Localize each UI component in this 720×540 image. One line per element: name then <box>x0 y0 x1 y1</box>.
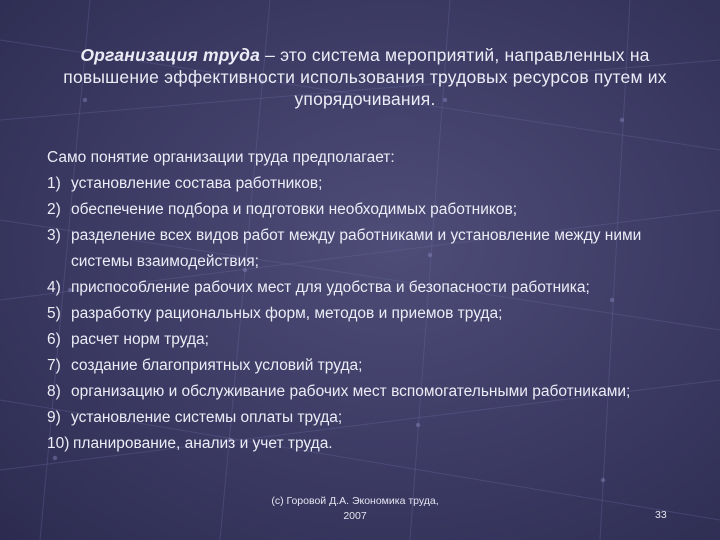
list-item <box>47 379 707 405</box>
list-item-text: разделение всех видов работ между работниками и установление между ними системы взаимодействия; <box>71 227 642 270</box>
list-item <box>47 301 707 327</box>
definition-term: Организация труда <box>80 45 261 65</box>
list-item-number: 4) <box>47 279 61 296</box>
list-item-number: 9) <box>47 409 61 426</box>
list-item-number: 1) <box>47 175 61 192</box>
page-number: 33 <box>655 509 667 521</box>
list-item-number: 8) <box>47 383 61 400</box>
list-item <box>47 431 707 457</box>
list-intro: Само понятие организации труда предполагает: <box>47 149 395 166</box>
list-item-text: установление системы оплаты труда; <box>71 409 343 426</box>
requirements-list <box>47 171 707 457</box>
list-item <box>47 405 707 431</box>
footer-credit-line1: (с) Горовой Д.А. Экономика труда, <box>271 495 439 507</box>
list-item-text: создание благоприятных условий труда; <box>71 357 363 374</box>
footer-credit-line2: 2007 <box>343 510 367 522</box>
list-item-text: расчет норм труда; <box>71 331 209 348</box>
requirements-list-block <box>47 145 707 457</box>
list-item-text: организацию и обслуживание рабочих мест вспомогательными работниками; <box>71 383 631 400</box>
list-item-text: планирование, анализ и учет труда. <box>73 435 333 452</box>
list-item-number: 10) <box>47 435 70 452</box>
list-item-text: приспособление рабочих мест для удобства и безопасности работника; <box>71 279 590 296</box>
list-item-text: разработку рациональных форм, методов и приемов труда; <box>71 305 503 322</box>
list-item <box>47 171 707 197</box>
list-item <box>47 223 707 275</box>
definition-text: – это система мероприятий, направленных на повышение эффективности использования трудовых ресурсов путем их упорядочивания. <box>63 45 667 109</box>
list-item-text: установление состава работников; <box>71 175 323 192</box>
list-item <box>47 275 707 301</box>
footer-credit <box>230 494 480 524</box>
list-item-number: 2) <box>47 201 61 218</box>
list-item-text: обеспечение подбора и подготовки необходимых работников; <box>71 201 518 218</box>
list-item-number: 5) <box>47 305 61 322</box>
list-item <box>47 197 707 223</box>
list-item-number: 6) <box>47 331 61 348</box>
definition-paragraph <box>40 44 690 110</box>
list-item-number: 3) <box>47 227 61 244</box>
list-item-number: 7) <box>47 357 61 374</box>
list-item <box>47 353 707 379</box>
list-item <box>47 327 707 353</box>
